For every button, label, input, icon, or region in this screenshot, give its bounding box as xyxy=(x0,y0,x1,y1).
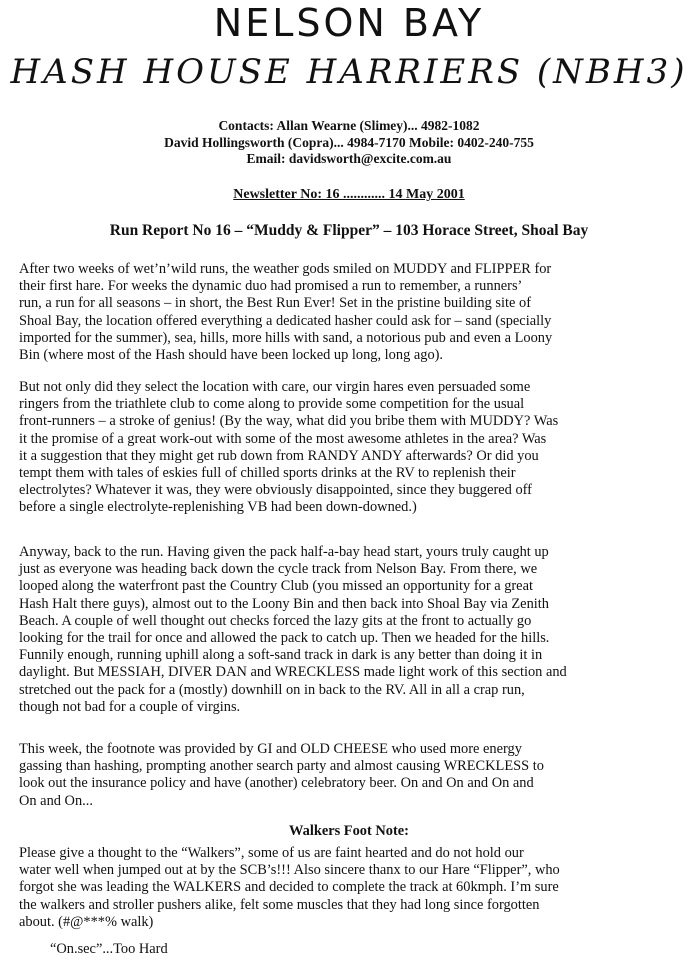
contact-line-1: Contacts: Allan Wearne (Slimey)... 4982-1082 xyxy=(218,118,480,133)
paragraph-line: tempt them with tales of eskies full of chilled sports drinks at the RV to replenish their xyxy=(19,465,516,482)
paragraph-4 xyxy=(19,741,684,810)
walkers-paragraph xyxy=(19,845,684,931)
newsletter-number-date: Newsletter No: 16 ............ 14 May 2001 xyxy=(233,187,465,202)
paragraph-line: ringers from the triathlete club to come along to provide some competition for the usual xyxy=(19,396,525,413)
paragraph-line: gassing than hashing, prompting another search party and almost causing WRECKLESS to xyxy=(19,758,544,775)
signoff: “On.sec”...Too Hard xyxy=(50,941,168,957)
paragraph-line: water well when jumped out at by the SCB’s!!! Also sincere thanx to our Hare “Flipper”, who xyxy=(19,862,560,879)
paragraph-line: But not only did they select the location with care, our virgin hares even persuaded some xyxy=(19,379,531,395)
club-subtitle: HASH HOUSE HARRIERS (NBH3) xyxy=(10,52,688,92)
paragraph-line: This week, the footnote was provided by GI and OLD CHEESE who used more energy xyxy=(19,741,522,757)
paragraph-line: daylight. But MESSIAH, DIVER DAN and WRECKLESS made light work of this section and xyxy=(19,664,567,681)
club-title: NELSON BAY xyxy=(213,1,485,45)
contact-email: Email: davidsworth@excite.com.au xyxy=(246,151,452,166)
paragraph-3 xyxy=(19,544,684,716)
paragraph-1 xyxy=(19,261,684,364)
paragraph-line: it the promise of a great work-out with some of the most awesome athletes in the area? Was xyxy=(19,430,547,447)
paragraph-line: looking for the trail for once and allowed the pack to catch up. Then we headed for the hills. xyxy=(19,630,550,647)
paragraph-line: look out the insurance policy and have (another) celebratory beer. On and On and On and xyxy=(19,775,534,792)
paragraph-line: the walkers and stroller pushers alike, felt some muscles that they had long since forgotten xyxy=(19,896,540,913)
walkers-heading: Walkers Foot Note: xyxy=(289,823,409,839)
paragraph-line: Bin (where most of the Hash should have been locked up long, long ago). xyxy=(19,347,444,364)
paragraph-line: Beach. A couple of well thought out checks forced the lazy gits at the front to actually go xyxy=(19,612,532,629)
paragraph-2 xyxy=(19,379,684,517)
paragraph-line: run, a run for all seasons – in short, the Best Run Ever! Set in the pristine building site of xyxy=(19,295,531,312)
paragraph-line: front-runners – a stroke of genius! (By the way, what did you bribe them with MUDDY? Was xyxy=(19,413,559,430)
paragraph-line: before a single electrolyte-replenishing VB had been down-downed.) xyxy=(19,499,417,516)
paragraph-line: After two weeks of wet’n’wild runs, the weather gods smiled on MUDDY and FLIPPER for xyxy=(19,261,552,277)
paragraph-line: Please give a thought to the “Walkers”, some of us are faint hearted and do not hold our xyxy=(19,845,524,861)
paragraph-line: it a suggestion that they might get rub down from RANDY ANDY afterwards? Or did you xyxy=(19,447,539,464)
run-report-title: Run Report No 16 – “Muddy & Flipper” – 103 Horace Street, Shoal Bay xyxy=(109,222,589,239)
paragraph-line: forgot she was leading the WALKERS and decided to complete the track at 60kmph. I’m sure xyxy=(19,879,559,896)
paragraph-line: Anyway, back to the run. Having given the pack half-a-bay head start, yours truly caught up xyxy=(19,544,549,560)
paragraph-line: imported for the summer), sea, hills, more hills with sand, a notorious pub and even a Loony xyxy=(19,329,553,346)
paragraph-line: stretched out the pack for a (mostly) downhill on in back to the RV. All in all a crap run, xyxy=(19,681,525,698)
paragraph-line: Hash Halt there guys), almost out to the Loony Bin and then back into Shoal Bay via Zenith xyxy=(19,595,549,612)
paragraph-line: On and On... xyxy=(19,792,93,809)
paragraph-line: electrolytes? Whatever it was, they were obviously disappointed, since they buggered off xyxy=(19,482,532,499)
paragraph-line: Shoal Bay, the location offered everything a dedicated hasher could ask for – sand (specially xyxy=(19,312,552,329)
paragraph-line: though not bad for a couple of virgins. xyxy=(19,698,241,715)
contact-line-2: David Hollingsworth (Copra)... 4984-7170 Mobile: 0402-240-755 xyxy=(164,134,534,150)
paragraph-line: Funnily enough, running uphill along a soft-sand track in dark is any better than doing it in xyxy=(19,647,543,664)
contacts-block xyxy=(0,118,698,168)
paragraph-line: their first hare. For weeks the dynamic duo had promised a run to remember, a runners’ xyxy=(19,278,523,295)
paragraph-line: looped along the waterfront past the Country Club (you missed an opportunity for a great xyxy=(19,578,533,595)
paragraph-line: about. (#@***% walk) xyxy=(19,913,154,930)
paragraph-line: just as everyone was heading back down the cycle track from Nelson Bay. From there, we xyxy=(19,561,538,578)
